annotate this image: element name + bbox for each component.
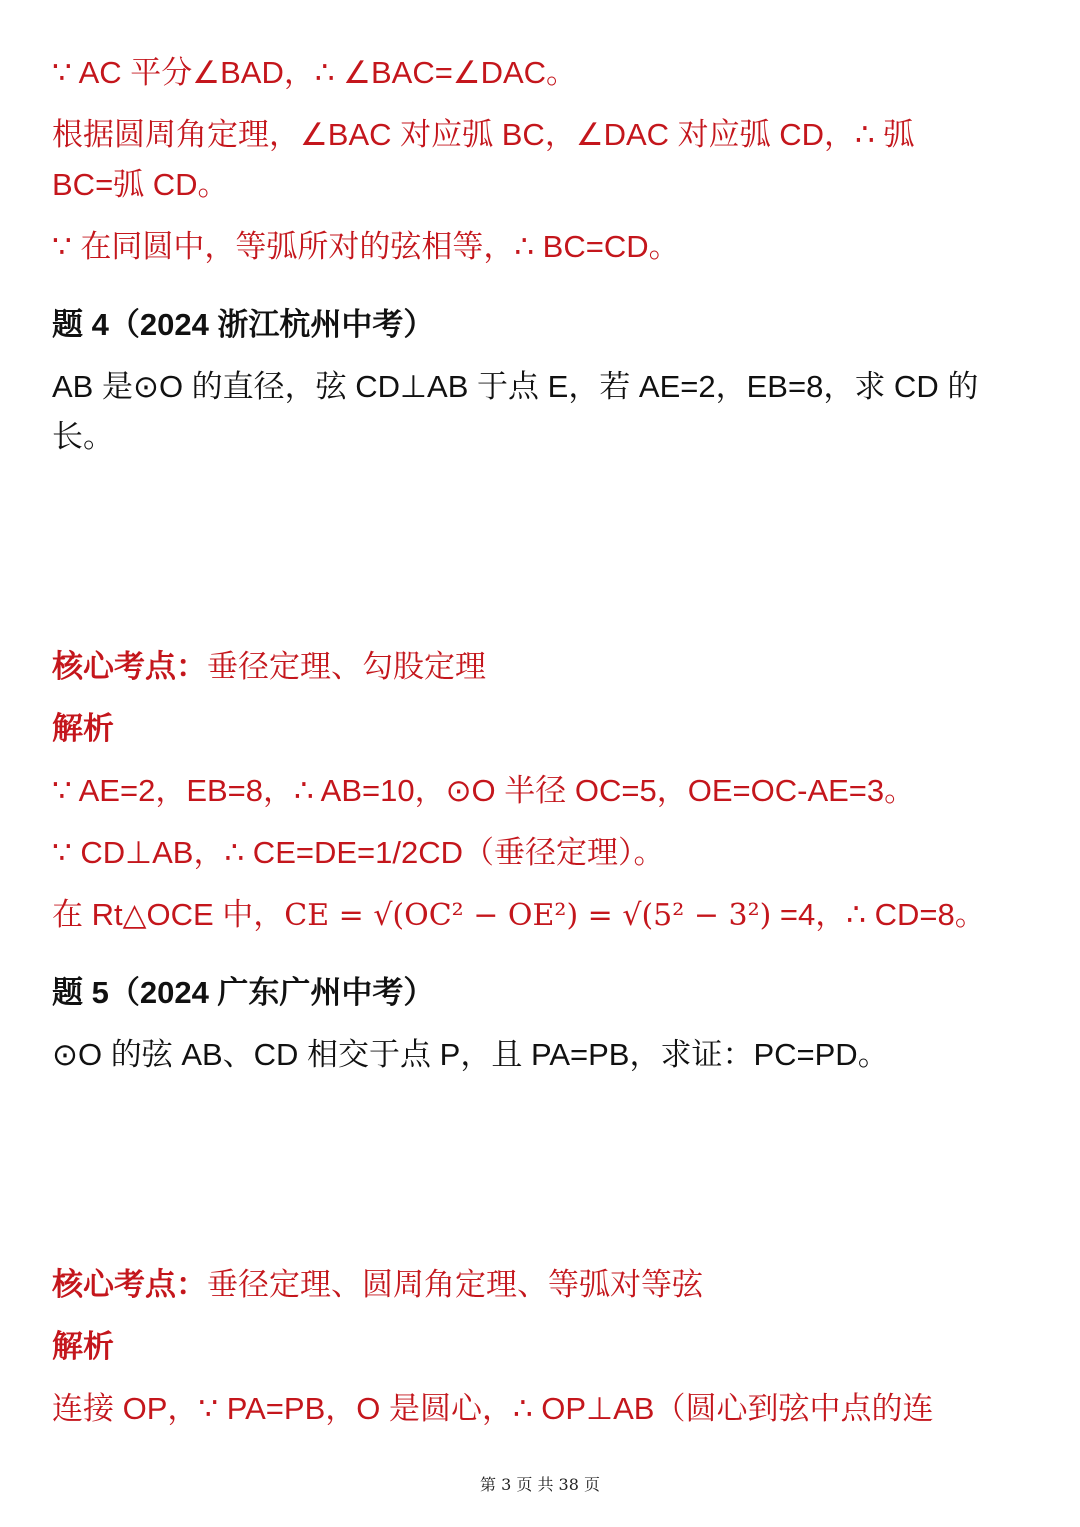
step-3-suffix: =4，∴ CD=8。 [771,897,986,932]
question-5-core-points [52,1260,1040,1310]
question-4-analysis-label: 解析 [52,711,114,746]
step-3-prefix: 在 Rt△OCE 中， [52,897,285,932]
question-4-step-3 [52,890,1040,941]
core-points-label: 核心考点： [52,649,207,684]
question-4-core-points [52,642,1040,692]
core-points-label: 核心考点： [52,1267,207,1302]
question-4-text-line-2: 长。 [52,419,114,454]
question-4-step-2: ∵ CD⊥AB，∴ CE=DE=1/2CD（垂径定理）。 [52,835,665,870]
question-5-text-line-1: ⊙O 的弦 AB、CD 相交于点 P，且 PA=PB，求证：PC=PD。 [52,1037,889,1072]
question-5-title: 题 5（2024 广东广州中考） [52,975,435,1010]
core-points-text: 垂径定理、勾股定理 [207,649,486,684]
page-number-footer: 第 3 页 共 38 页 [480,1475,600,1494]
question-4-text-line-1: AB 是⊙O 的直径，弦 CD⊥AB 于点 E，若 AE=2，EB=8，求 CD 的 [52,369,979,404]
question-5-step-1: 连接 OP，∵ PA=PB，O 是圆心，∴ OP⊥AB（圆心到弦中点的连 [52,1391,934,1426]
prev-solution-line-4: ∵ 在同圆中，等弧所对的弦相等，∴ BC=CD。 [52,229,680,264]
prev-solution-line-1: ∵ AC 平分∠BAD，∴ ∠BAC=∠DAC。 [52,55,578,90]
question-5-analysis-label: 解析 [52,1329,114,1364]
question-4-title: 题 4（2024 浙江杭州中考） [52,307,435,342]
question-4-step-1: ∵ AE=2，EB=8，∴ AB=10，⊙O 半径 OC=5，OE=OC-AE=3。 [52,773,916,808]
prev-solution-line-2: 根据圆周角定理，∠BAC 对应弧 BC，∠DAC 对应弧 CD，∴ 弧 [52,117,915,152]
core-points-text: 垂径定理、圆周角定理、等弧对等弦 [207,1267,703,1302]
step-3-formula: CE = √(OC² − OE²) = √(5² − 3²) [284,898,772,933]
prev-solution-line-3: BC=弧 CD。 [52,167,229,202]
